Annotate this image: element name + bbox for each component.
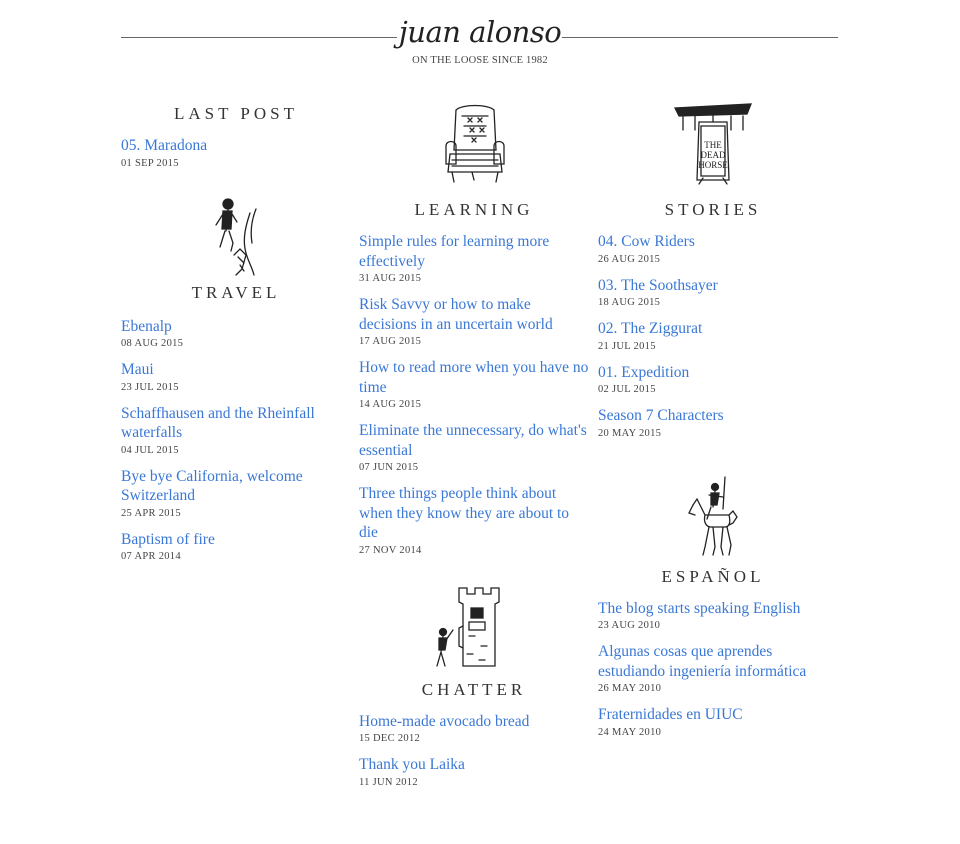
post-link[interactable]: 01. Expedition xyxy=(598,363,690,381)
post-link[interactable]: Fraternidades en UIUC xyxy=(598,706,743,723)
post-link[interactable]: Home-made avocado bread xyxy=(359,712,530,730)
post-date: 31 AUG 2015 xyxy=(359,273,422,284)
armchair-sketch-icon xyxy=(442,100,506,186)
section-title-learning: LEARNING xyxy=(414,200,534,219)
post-date: 04 JUL 2015 xyxy=(121,444,179,456)
post-item xyxy=(121,467,351,519)
section-last-post xyxy=(121,104,351,169)
post-item xyxy=(359,232,589,284)
post-link[interactable]: Algunas cosas que aprendes estudiando ingeniería informática xyxy=(598,643,807,680)
section-title-chatter: CHATTER xyxy=(421,679,527,699)
post-date: 27 NOV 2014 xyxy=(359,544,422,556)
post-date: 07 JUN 2015 xyxy=(359,462,419,473)
post-link[interactable]: 04. Cow Riders xyxy=(598,233,695,250)
don-quixote-sketch-icon xyxy=(685,475,741,559)
post-link[interactable]: Thank you Laika xyxy=(359,756,465,773)
post-date: 14 AUG 2015 xyxy=(359,399,422,410)
post-link[interactable]: The blog starts speaking English xyxy=(598,599,801,617)
post-item xyxy=(121,530,351,563)
post-item xyxy=(121,317,351,350)
post-date: 15 DEC 2012 xyxy=(359,733,421,744)
post-date: 07 APR 2014 xyxy=(121,551,181,562)
post-item xyxy=(598,642,828,694)
post-item xyxy=(598,705,828,738)
post-date: 26 AUG 2015 xyxy=(598,253,661,265)
post-item xyxy=(598,232,828,265)
column-middle xyxy=(359,100,589,799)
header-rule-left xyxy=(121,37,397,38)
post-date: 23 JUL 2015 xyxy=(121,381,179,393)
section-learning xyxy=(359,100,589,556)
tower-sketch-icon xyxy=(429,586,519,670)
post-item xyxy=(359,295,589,347)
post-link[interactable]: Season 7 Characters xyxy=(598,407,724,424)
section-chatter xyxy=(359,586,589,788)
section-title-travel: TRAVEL xyxy=(191,282,281,302)
post-date: 18 AUG 2015 xyxy=(598,297,661,308)
post-item xyxy=(359,712,589,745)
post-link[interactable]: 05. Maradona xyxy=(121,137,208,154)
post-date: 02 JUL 2015 xyxy=(598,384,656,395)
pub-sign-text: THE xyxy=(704,140,722,150)
post-date: 11 JUN 2012 xyxy=(359,776,418,788)
post-item xyxy=(121,136,351,169)
hiker-sketch-icon xyxy=(206,195,266,277)
post-date: 01 SEP 2015 xyxy=(121,157,179,169)
section-espanol xyxy=(598,475,828,738)
site-tagline: ON THE LOOSE SINCE 1982 xyxy=(412,55,548,66)
header-rule-right xyxy=(562,37,838,38)
post-link[interactable]: Bye bye California, welcome Switzerland xyxy=(121,467,303,504)
section-travel xyxy=(121,195,351,563)
post-date: 21 JUL 2015 xyxy=(598,340,656,352)
site-logo[interactable]: juan alonso xyxy=(398,15,562,49)
post-date: 23 AUG 2010 xyxy=(598,620,661,631)
post-link[interactable]: Ebenalp xyxy=(121,317,172,335)
section-title-espanol: ESPAÑOL xyxy=(661,566,765,586)
post-link[interactable]: Schaffhausen and the Rheinfall waterfalls xyxy=(121,404,315,441)
column-left xyxy=(121,100,351,573)
section-stories xyxy=(598,100,828,439)
post-date: 24 MAY 2010 xyxy=(598,726,662,738)
post-date: 20 MAY 2015 xyxy=(598,427,662,439)
section-title-last-post: LAST POST xyxy=(173,104,298,123)
post-date: 17 AUG 2015 xyxy=(359,336,422,347)
post-date: 26 MAY 2010 xyxy=(598,683,662,694)
pub-sign-text: HORSE xyxy=(698,160,728,170)
post-item xyxy=(359,358,589,410)
post-item xyxy=(359,421,589,473)
post-date: 25 APR 2015 xyxy=(121,507,181,519)
pub-sign-text: DEAD xyxy=(700,150,726,160)
post-item xyxy=(598,599,828,632)
post-item xyxy=(121,404,351,456)
post-link[interactable]: Simple rules for learning more effectively xyxy=(359,233,550,270)
post-date: 08 AUG 2015 xyxy=(121,338,184,349)
post-item xyxy=(359,484,589,556)
post-link[interactable]: Maui xyxy=(121,361,154,378)
post-item xyxy=(598,319,828,352)
post-item xyxy=(598,276,828,309)
post-link[interactable]: Three things people think about when they know they are about to die xyxy=(359,485,570,541)
post-item xyxy=(598,406,828,439)
post-link[interactable]: Risk Savvy or how to make decisions in an uncertain world xyxy=(359,296,553,333)
post-item xyxy=(598,363,828,396)
post-link[interactable]: 02. The Ziggurat xyxy=(598,320,703,337)
post-link[interactable]: Baptism of fire xyxy=(121,530,215,548)
post-item xyxy=(359,755,589,788)
post-link[interactable]: Eliminate the unnecessary, do what's essential xyxy=(359,422,587,459)
site-header xyxy=(0,0,960,80)
post-item xyxy=(121,360,351,393)
section-title-stories: STORIES xyxy=(664,200,762,219)
post-link[interactable]: How to read more when you have no time xyxy=(359,359,589,396)
post-link[interactable]: 03. The Soothsayer xyxy=(598,276,718,294)
column-right xyxy=(598,100,828,749)
pub-sign-sketch-icon xyxy=(673,100,753,186)
